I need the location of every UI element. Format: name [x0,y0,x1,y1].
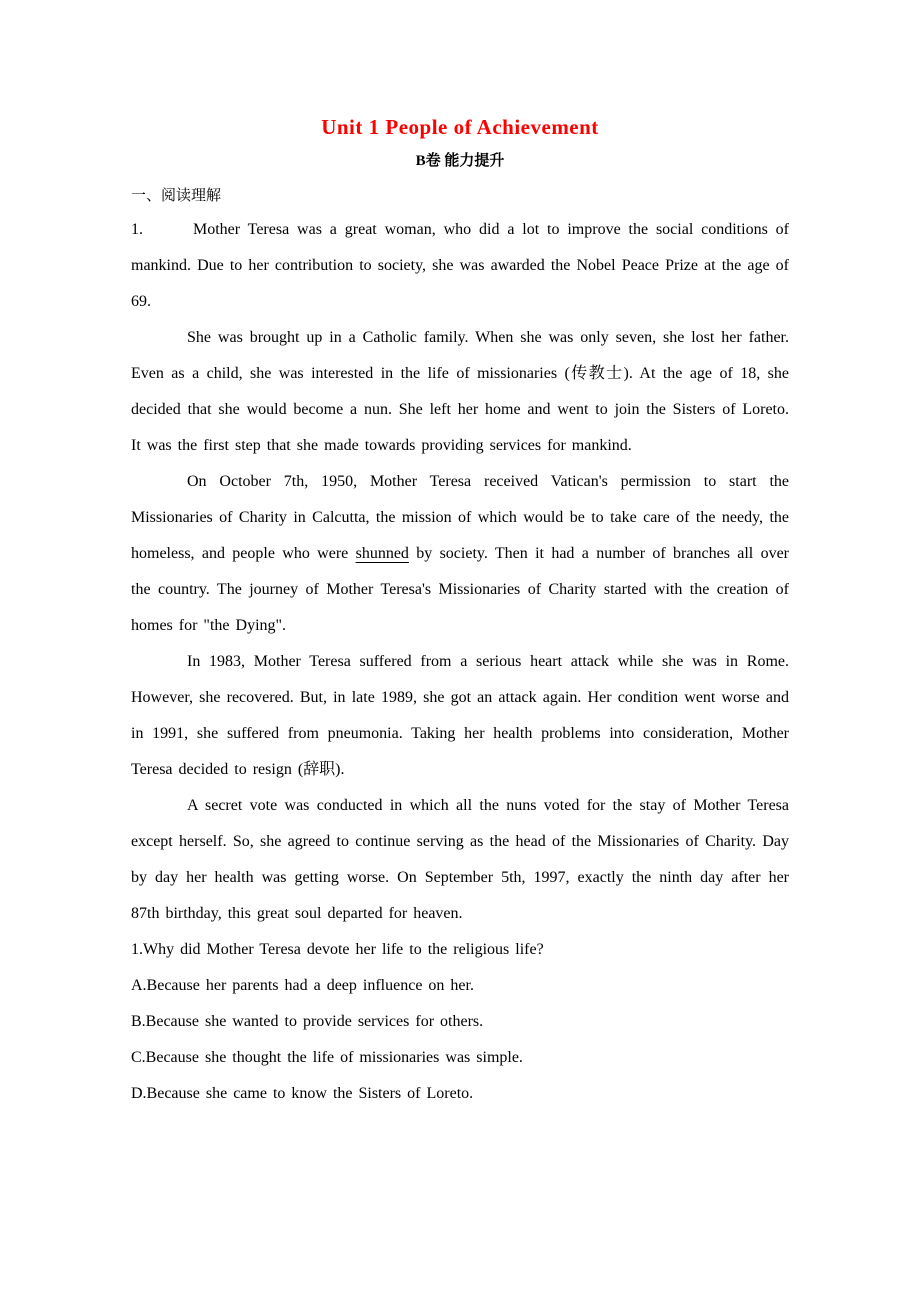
document-title: Unit 1 People of Achievement [321,115,599,139]
paragraph-text: Mother Teresa was a great woman, who did a lot to improve the social conditions of mankind. Due to her contribution to society, she was awarded the Nobel Peace Prize at the age of 69. [131,221,789,310]
section-heading: 一、阅读理解 [131,188,222,204]
question-stem: 1.Why did Mother Teresa devote her life to the religious life? [131,941,544,958]
option-c: C.Because she thought the life of missionaries was simple. [131,1049,523,1066]
option-b: B.Because she wanted to provide services for others. [131,1013,484,1030]
paragraph-text: by society. Then it had a number of branches all over the country. The journey of Mother Teresa's Missionaries of Charity started with the creation of homes for "the Dying". [131,545,789,634]
paragraph-text: On October 7th, 1950, Mother Teresa received Vatican's permission to start the Missionaries of Charity in Calcutta, the mission of which would be to take care of the needy, the homeless, and people who were [131,473,789,562]
underlined-word: shunned [355,545,409,562]
passage-number: 1. [131,221,143,238]
passage-paragraph-5: A secret vote was conducted in which all the nuns voted for the stay of Mother Teresa except herself. So, she agreed to continue serving as the head of the Missionaries of Charity. Day by day her health was getting worse. On September 5th, 1997, exactly the ninth day after her 87th birthday, this great soul departed for heaven. [131,797,789,922]
passage-paragraph-2: She was brought up in a Catholic family. When she was only seven, she lost her father. Even as a child, she was interested in the life of missionaries (传教士). At the age of 18, she decided that she would become a nun. She left her home and went to join the Sisters of Loreto. It was the first step that she made towards providing services for mankind. [131,329,789,454]
option-d: D.Because she came to know the Sisters of Loreto. [131,1085,474,1102]
passage-paragraph-3 [131,464,789,644]
document-subtitle: B卷 能力提升 [415,153,505,169]
passage-paragraph-1 [131,212,789,320]
passage-paragraph-4: In 1983, Mother Teresa suffered from a serious heart attack while she was in Rome. However, she recovered. But, in late 1989, she got an attack again. Her condition went worse and in 1991, she suffered from pneumonia. Taking her health problems into consideration, Mother Teresa decided to resign (辞职). [131,653,789,778]
option-a: A.Because her parents had a deep influence on her. [131,977,474,994]
